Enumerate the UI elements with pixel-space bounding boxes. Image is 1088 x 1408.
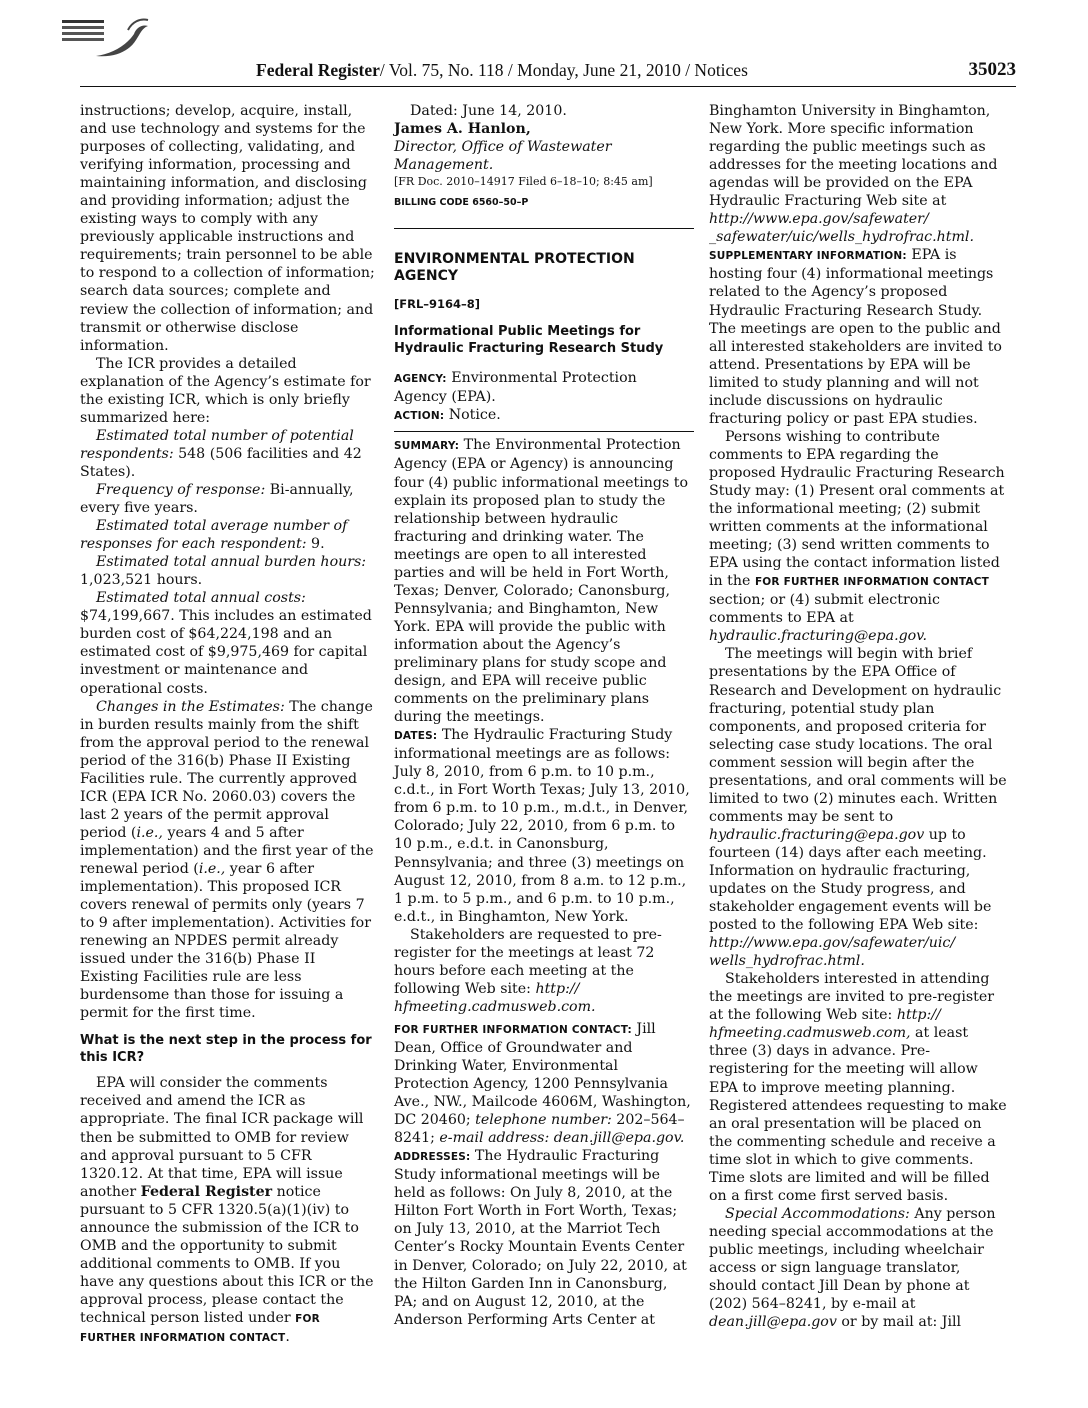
- paragraph: Changes in the Estimates: The change in burden results mainly from the shift from the approval period to the renewal period of the 316(b) Phase II Existing Facilities rule. The currently approved ICR (EPA ICR No. 2060.03) covers the last 2 years of the permit approval period (i.e., years 4 and 5 after implementation) and the first year of the renewal period (i.e., year 6 after implementation). This proposed ICR covers renewal of permits only (years 7 to 9 after implementation). Activities for renewing an NPDES permit already issued under the 316(b) Phase II Existing Facilities rule are less burdensome than those for issuing a permit for the first time.: [80, 698, 374, 1022]
- addresses: ADDRESSES: The Hydraulic Fracturing Study informational meetings will be held as follows: On July 8, 2010, at the Hilton Fort Worth in Fort Worth, Texas; on July 13, 2010, at the Marriot Tech Center’s Rocky Mountain Events Center in Denver, Colorado; on July 22, 2010, at the Hilton Garden Inn in Canonsburg, PA; and on August 12, 2010, at the Anderson Performing Arts Center at: [394, 1148, 687, 1328]
- publication-name: Federal Register: [256, 60, 380, 80]
- summary: SUMMARY: The Environmental Protection Agency (EPA or Agency) is announcing four (4) public informational meetings to explain its proposed plan to study the relationship between hydraulic fracturing and drinking water. The meetings are open to all interested parties and will be held in Fort Worth, Texas; Denver, Colorado; Canonsburg, Pennsylvania; and Binghamton, New York. EPA will provide the public with information about the Agency’s preliminary plans for study scope and design, and EPA will receive public comments on the preliminary plans during the meetings.: [394, 437, 688, 726]
- agency-heading: ENVIRONMENTAL PROTECTION AGENCY: [394, 251, 635, 285]
- dates: DATES: The Hydraulic Fracturing Study informational meetings are as follows: July 8, 2010, from 6 p.m. to 10 p.m., c.d.t., in Fort Worth Texas; July 13, 2010, from 6 p.m. to 10 p.m., m.d.t., in Denver, Colorado; July 22, 2010, from 6 p.m. to 10 p.m., e.d.t. in Canonsburg, Pennsylvania; and three (3) meetings on August 12, 2010, from 8 a.m. to 12 p.m., 1 p.m. to 5 p.m., and 6 p.m. to 10 p.m., e.d.t., in Binghamton, New York.: [394, 727, 690, 925]
- issue-info: / Vol. 75, No. 118 / Monday, June 21, 2010 / Notices: [379, 60, 748, 80]
- paragraph: Stakeholders are requested to pre-register for the meetings at least 72 hours before each meeting at the following Web site: http:// hfmeeting.cadmusweb.com.: [394, 926, 662, 1015]
- paragraph: The ICR provides a detailed explanation of the Agency’s estimate for the existing ICR, which is only briefly summarized here:: [80, 355, 371, 426]
- paragraph: Estimated total average number of responses for each respondent: 9.: [80, 518, 348, 553]
- further-info-contact: FOR FURTHER INFORMATION CONTACT: Jill Dean, Office of Groundwater and Drinking Water, Environmental Protection Agency, 1200 Pennsylvania Ave., NW., Mailcode 4606M, Washington, DC 20460; telephone number: 202–564–8241; e-mail address: dean.jill@epa.gov.: [394, 1020, 691, 1147]
- signer-name: James A. Hanlon,: [394, 121, 531, 138]
- section-heading: What is the next step in the process for this ICR?: [80, 1033, 372, 1066]
- paragraph: Estimated total annual burden hours: 1,023,521 hours.: [80, 554, 367, 589]
- column-3: [709, 102, 1009, 1331]
- gpo-authentication-seal: [56, 16, 154, 60]
- paragraph: Estimated total number of potential respondents: 548 (506 facilities and 42 States).: [80, 427, 362, 480]
- billing-code: BILLING CODE 6560–50–P: [394, 197, 529, 209]
- action-line: ACTION: Notice.: [394, 407, 501, 424]
- paragraph: The meetings will begin with brief presentations by the EPA Office of Research and Development on hydraulic fracturing, potential study plan components, and proposed criteria for selecting case study locations. The oral comment session will begin after the presentations, and oral comments will be limited to two (2) minutes each. Written comments may be sent to hydraulic.fracturing@epa.gov up to fourteen (14) days after each meeting. Information on hydraulic fracturing, updates on the Study progress, and stakeholder engagement events will be posted to the following EPA Web site: http://www.epa.gov/safewater/uic/ wells_hydrofrac.html.: [709, 646, 1007, 970]
- dated-line: Dated: June 14, 2010.: [410, 103, 567, 119]
- page-number: 35023: [968, 59, 1016, 80]
- supplementary-information: SUPPLEMENTARY INFORMATION: EPA is hosting four (4) informational meetings related to the Agency’s proposed Hydraulic Fracturing Research Study. The meetings are open to the public and all interested stakeholders are invited to attend. Presentations by EPA will be limited to study planning and will not include discussions on hydraulic fracturing policy or past EPA studies.: [709, 247, 1002, 427]
- page-header: [80, 58, 1016, 87]
- column-2: [394, 102, 694, 1329]
- column-1: [80, 102, 376, 1347]
- paragraph: Persons wishing to contribute comments to EPA regarding the proposed Hydraulic Fracturing Research Study may: (1) Present oral comments at the informational meeting; (2) submit written comments at the informational meeting; (3) send written comments to EPA using the contact information listed in the FOR FURTHER INFORMATION CONTACT section; or (4) submit electronic comments to EPA at hydraulic.fracturing@epa.gov.: [709, 428, 1005, 645]
- frl-number: [FRL–9164–8]: [394, 297, 481, 312]
- paragraph: instructions; develop, acquire, install, and use technology and systems for the purposes of collecting, validating, and verifying information, processing and maintaining information, and disclosing and providing information; adjust the existing ways to comply with any previously applicable instructions and requirements; train personnel to be able to respond to a collection of information; search data sources; complete and review the collection of information; and transmit or otherwise disclose information.: [80, 103, 375, 354]
- paragraph: Binghamton University in Binghamton, New York. More specific information regarding the public meetings such as addresses for the meeting locations and agendas will be provided on the EPA Hydraulic Fracturing Web site at http://www.epa.gov/safewater/ _safewater/uic/wells_hydrofrac.html.: [709, 103, 998, 246]
- agency-line: AGENCY: Environmental Protection Agency (EPA).: [394, 370, 637, 406]
- paragraph: Frequency of response: Bi-annually, every five years.: [80, 481, 354, 517]
- running-head: [256, 60, 748, 81]
- divider: [394, 431, 694, 432]
- paragraph: EPA will consider the comments received and amend the ICR as appropriate. The final ICR package will then be submitted to OMB for review and approval pursuant to 5 CFR 1320.12. At that time, EPA will issue another Federal Register notice pursuant to 5 CFR 1320.5(a)(1)(iv) to announce the submission of the ICR to OMB and the opportunity to submit additional comments to OMB. If you have any questions about this ICR or the approval process, please contact the technical person listed under FOR FURTHER INFORMATION CONTACT.: [80, 1075, 374, 1346]
- fr-doc-line: [FR Doc. 2010–14917 Filed 6–18–10; 8:45 am]: [394, 175, 653, 189]
- document-title: Informational Public Meetings for Hydraulic Fracturing Research Study: [394, 324, 664, 357]
- paragraph: Stakeholders interested in attending the meetings are invited to pre-register at the following Web site: http:// hfmeeting.cadmusweb.com, at least three (3) days in advance. Pre-registering for the meeting will allow EPA to improve meeting planning. Registered attendees requesting to make an oral presentation will be placed on the commenting schedule and receive a time slot in which to give comments. Time slots are limited and will be filled on a first come first served basis.: [709, 971, 1007, 1204]
- signer-title: Director, Office of Wastewater Management.: [394, 139, 612, 174]
- paragraph: Estimated total annual costs: $74,199,667. This includes an estimated burden cost of $64,224,198 and an estimated cost of $9,975,469 for capital investment or maintenance and operational costs.: [80, 590, 372, 697]
- paragraph: Special Accommodations: Any person needing special accommodations at the public meetings, including wheelchair access or sign language translator, should contact Jill Dean by phone at (202) 564–8241, by e-mail at dean.jill@epa.gov or by mail at: Jill: [709, 1205, 996, 1331]
- divider: [394, 228, 694, 229]
